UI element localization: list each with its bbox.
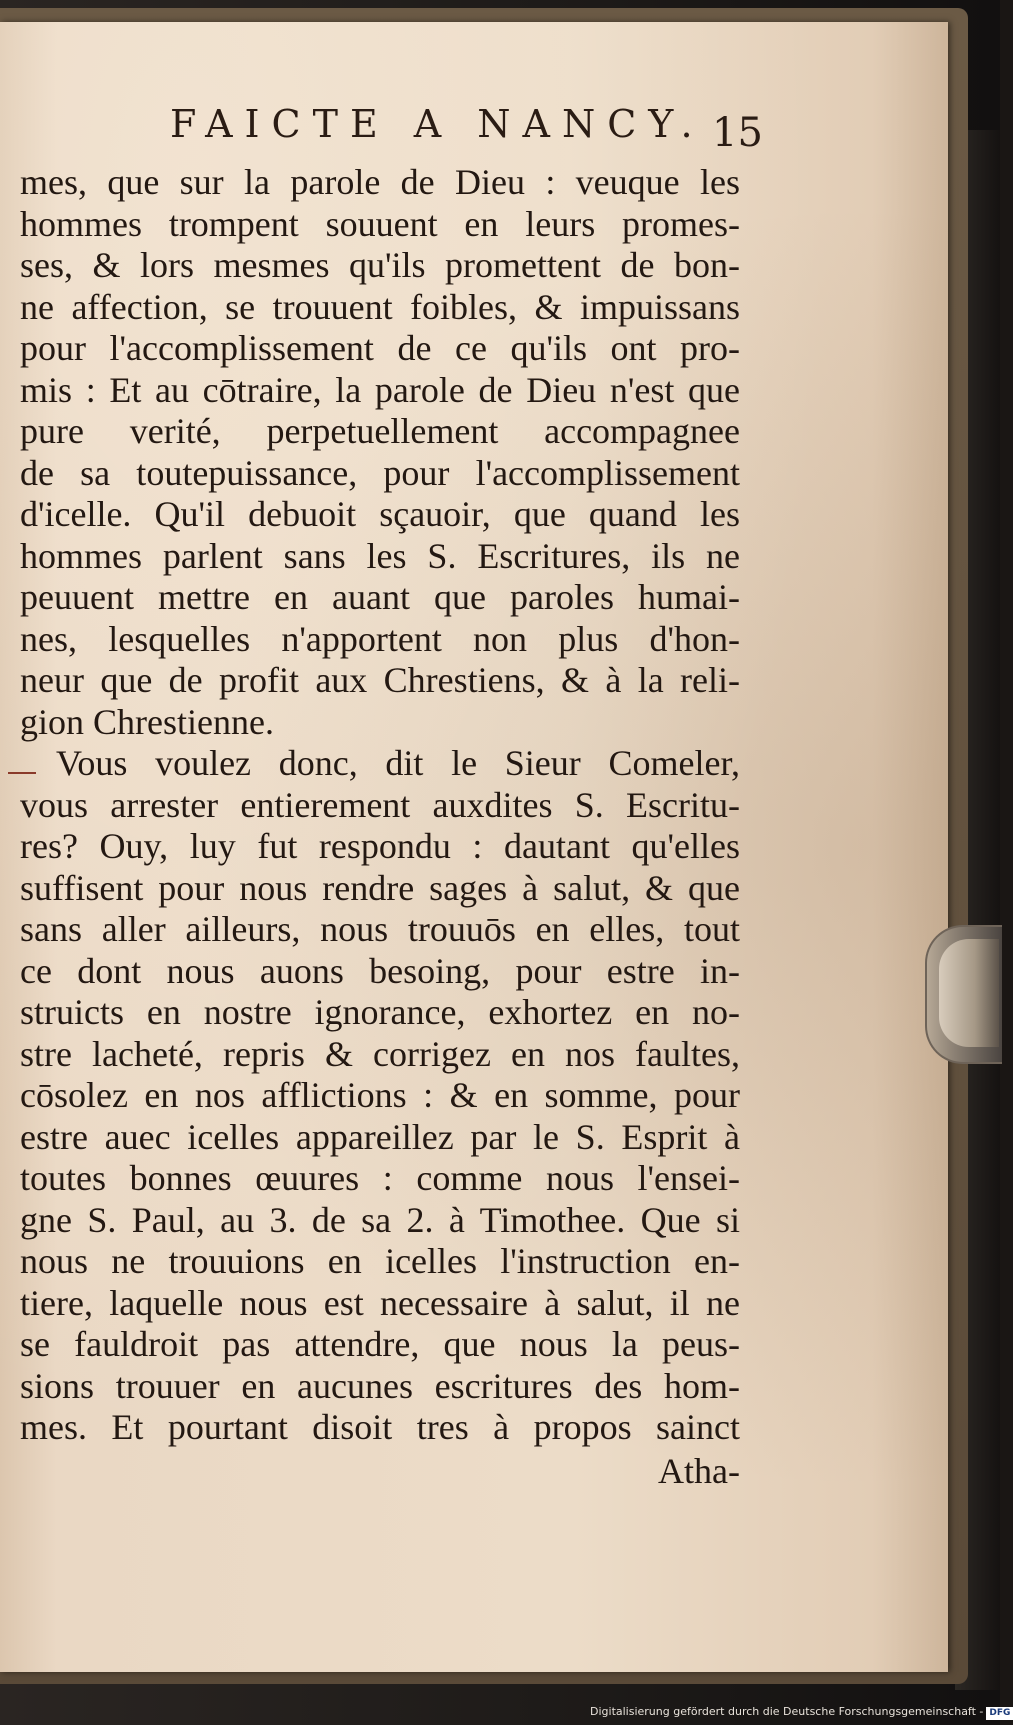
text-line: tiere, laquelle nous est necessaire à salut, il ne [20, 1282, 740, 1323]
text-line: mes, que sur la parole de Dieu : veuque les [20, 162, 740, 202]
text-line: mes. Et pourtant disoit tres à propos sainct [20, 1407, 740, 1447]
book-clasp [925, 925, 1002, 1064]
text-line: sans aller ailleurs, nous trouuōs en elles, tout [20, 909, 740, 949]
text-line: ce dont nous auons besoing, pour estre in- [20, 950, 740, 991]
text-line: stre lacheté, repris & corrigez en nos faultes, [20, 1033, 740, 1074]
digitization-credit [590, 1705, 1011, 1723]
text-line: gion Chrestienne. [20, 701, 274, 742]
text-line: hommes trompent souuent en leurs promes- [20, 203, 740, 244]
text-line: de sa toutepuissance, pour l'accomplissement [20, 452, 740, 493]
text-line: vous arrester entierement auxdites S. Escritu- [20, 784, 740, 825]
text-line: d'icelle. Qu'il debuoit sçauoir, que quand les [20, 494, 740, 534]
text-line: gne S. Paul, au 3. de sa 2. à Timothee. Que si [20, 1199, 740, 1240]
text-line: nes, lesquelles n'apportent non plus d'hon- [20, 618, 740, 659]
body-text [20, 162, 740, 1449]
catchword: Atha- [658, 1451, 740, 1491]
text-line: res? Ouy, luy fut respondu : dautant qu'elles [20, 826, 740, 866]
dfg-logo: DFG [986, 1707, 1013, 1720]
text-line: se fauldroit pas attendre, que nous la peus- [20, 1324, 740, 1364]
text-line: pure verité, perpetuellement accompagnee [20, 411, 740, 451]
text-line: neur que de profit aux Chrestiens, & à la reli- [20, 660, 740, 700]
text-line: peuuent mettre en auant que paroles humai- [20, 577, 740, 617]
text-line: estre auec icelles appareillez par le S. Esprit à [20, 1116, 740, 1157]
text-line: struicts en nostre ignorance, exhortez en no- [20, 992, 740, 1032]
credit-text: Digitalisierung gefördert durch die Deutsche Forschungsgemeinschaft - [590, 1705, 984, 1718]
text-line: cōsolez en nos afflictions : & en somme, pour [20, 1075, 740, 1115]
margin-mark [8, 772, 36, 774]
text-line: sions trouuer en aucunes escritures des hom- [20, 1365, 740, 1406]
text-line: toutes bonnes œuures : comme nous l'ensei- [20, 1158, 740, 1198]
page-number: 15 [712, 110, 763, 156]
text-line: pour l'accomplissement de ce qu'ils ont pro- [20, 328, 740, 368]
text-line: nous ne trouuions en icelles l'instruction en- [20, 1241, 740, 1281]
clasp-inner [939, 939, 999, 1047]
text-line: hommes parlent sans les S. Escritures, ils ne [20, 535, 740, 576]
text-line: ne affection, se trouuent foibles, & impuissans [20, 286, 740, 327]
text-line: ses, & lors mesmes qu'ils promettent de bon- [20, 245, 740, 285]
text-line: suffisent pour nous rendre sages à salut, & que [20, 867, 740, 908]
running-head: FAICTE A NANCY. [170, 102, 705, 146]
book-page [0, 22, 948, 1672]
text-line: mis : Et au cōtraire, la parole de Dieu n'est que [20, 369, 740, 410]
paragraph-start-line: Vous voulez donc, dit le Sieur Comeler, [56, 743, 740, 783]
